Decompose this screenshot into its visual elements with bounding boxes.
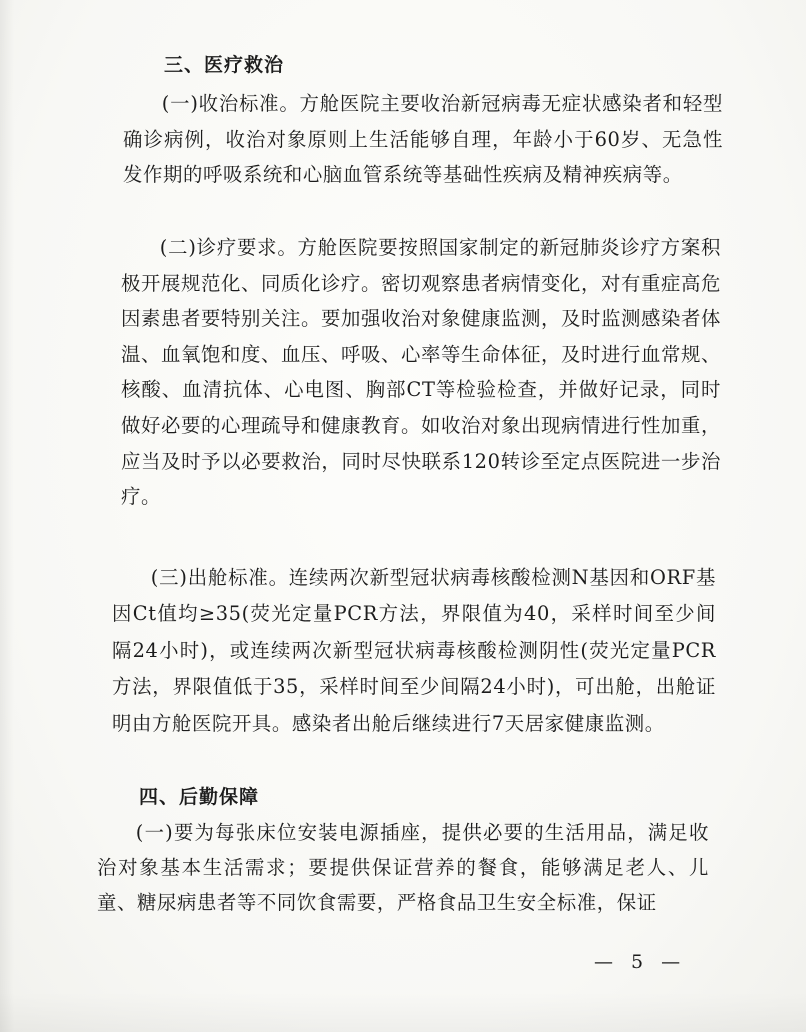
scan-shadow-left [0, 0, 14, 1032]
scan-shadow-bottom [0, 992, 806, 1032]
page-number: — 5 — [594, 951, 687, 973]
section-heading-logistics: 四、后勤保障 [139, 786, 260, 808]
paragraph-discharge-criteria: (三)出舱标准。连续两次新型冠状病毒核酸检测N基因和ORF基因Ct值均≥35(荧光定量PCR方法，界限值为40，采样时间至少间隔24小时)，或连续两次新型冠状病毒核酸检测阴性(荧光定量PCR方法，界限值低于35，采样时间至少间隔24小时)，可出舱，出舱证明由方舱医院开具。感染者出舱后继续进行7天居家健康监测。 [112, 566, 716, 735]
paragraph-admission-criteria: (一)收治标准。方舱医院主要收治新冠病毒无症状感染者和轻型确诊病例，收治对象原则上生活能够自理，年龄小于60岁、无急性发作期的呼吸系统和心脑血管系统等基础性疾病及精神疾病等。 [123, 92, 723, 187]
paragraph-logistics-requirements: (一)要为每张床位安装电源插座，提供必要的生活用品，满足收治对象基本生活需求；要提供保证营养的餐食，能够满足老人、儿童、糖尿病患者等不同饮食需要，严格食品卫生安全标准，保证 [97, 821, 709, 914]
section-heading-medical-treatment: 三、医疗救治 [164, 54, 285, 76]
paragraph-treatment-requirements: (二)诊疗要求。方舱医院要按照国家制定的新冠肺炎诊疗方案积极开展规范化、同质化诊疗。密切观察患者病情变化，对有重症高危因素患者要特别关注。要加强收治对象健康监测，及时监测感染者体温、血氧饱和度、血压、呼吸、心率等生命体征，及时进行血常规、核酸、血清抗体、心电图、胸部CT等检验检查，并做好记录，同时做好必要的心理疏导和健康教育。如收治对象出现病情进行性加重，应当及时予以必要救治，同时尽快联系120转诊至定点医院进一步治疗。 [121, 236, 721, 509]
